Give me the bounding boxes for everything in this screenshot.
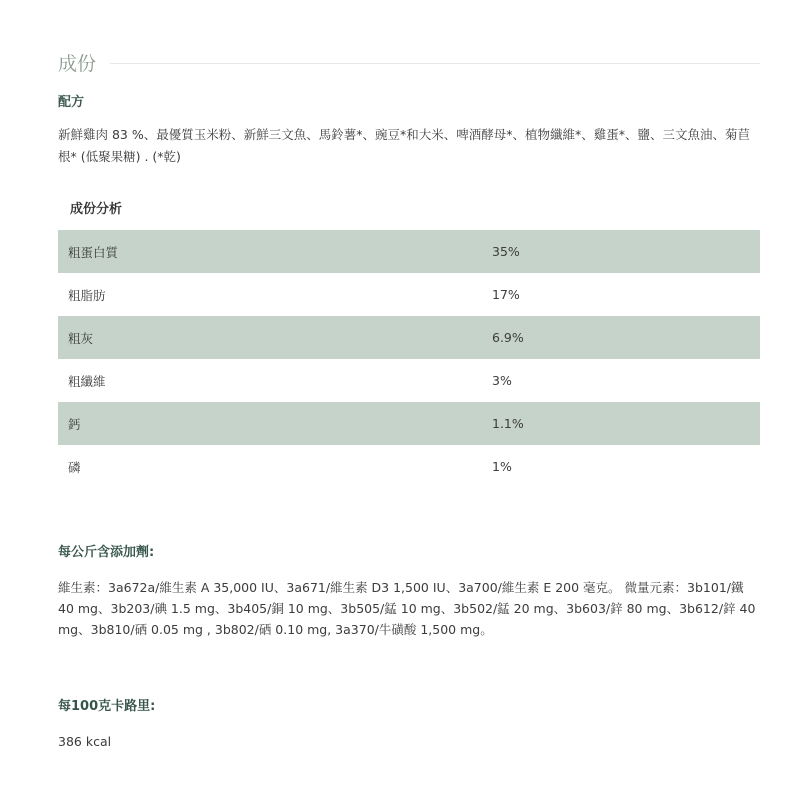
nutrient-value: 35% xyxy=(492,244,520,259)
nutrient-name: 磷 xyxy=(68,459,81,475)
table-row xyxy=(58,230,760,273)
section-title: 成份 xyxy=(58,52,97,75)
table-row xyxy=(58,273,760,316)
nutrient-name: 鈣 xyxy=(68,416,81,432)
nutrient-name: 粗蛋白質 xyxy=(68,244,119,260)
nutrient-name: 粗脂肪 xyxy=(68,287,106,303)
additives-heading: 每公斤含添加劑: xyxy=(58,545,155,560)
table-row xyxy=(58,359,760,402)
nutrient-value: 1.1% xyxy=(492,416,524,431)
table-row xyxy=(58,402,760,445)
section-divider xyxy=(110,63,760,64)
composition-text: 新鮮雞肉 83 %、最優質玉米粉、新鮮三文魚、馬鈴薯*、豌豆*和大米、啤酒酵母*、植物纖維*、雞蛋*、鹽、三文魚油、菊苣根* (低聚果糖) . (*乾) xyxy=(58,127,750,164)
calories-heading: 每100克卡路里: xyxy=(58,699,156,714)
nutrient-value: 6.9% xyxy=(492,330,524,345)
additives-text: 維生素：3a672a/維生素 A 35,000 IU、3a671/維生素 D3 1,500 IU、3a700/維生素 E 200 毫克。 微量元素：3b101/鐵 40 mg、3b203/碘 1.5 mg、3b405/銅 10 mg、3b505/錳 10 mg、3b502/錳 20 mg、3b603/鋅 80 mg、3b612/鋅 40 mg、3b810/硒 0.05 mg , 3b802/硒 0.10 mg, 3a370/牛磺酸 1,500 mg。 xyxy=(58,580,756,637)
nutrient-value: 17% xyxy=(492,287,520,302)
table-row xyxy=(58,445,760,488)
section-header xyxy=(58,48,760,76)
nutrient-name: 粗灰 xyxy=(68,330,94,346)
nutrient-value: 3% xyxy=(492,373,512,388)
analysis-title: 成份分析 xyxy=(70,202,123,217)
calories-value: 386 kcal xyxy=(58,734,112,749)
table-row xyxy=(58,316,760,359)
nutrient-name: 粗纖維 xyxy=(68,373,106,389)
composition-heading: 配方 xyxy=(58,95,85,110)
nutrient-value: 1% xyxy=(492,459,512,474)
analysis-table xyxy=(58,230,760,488)
